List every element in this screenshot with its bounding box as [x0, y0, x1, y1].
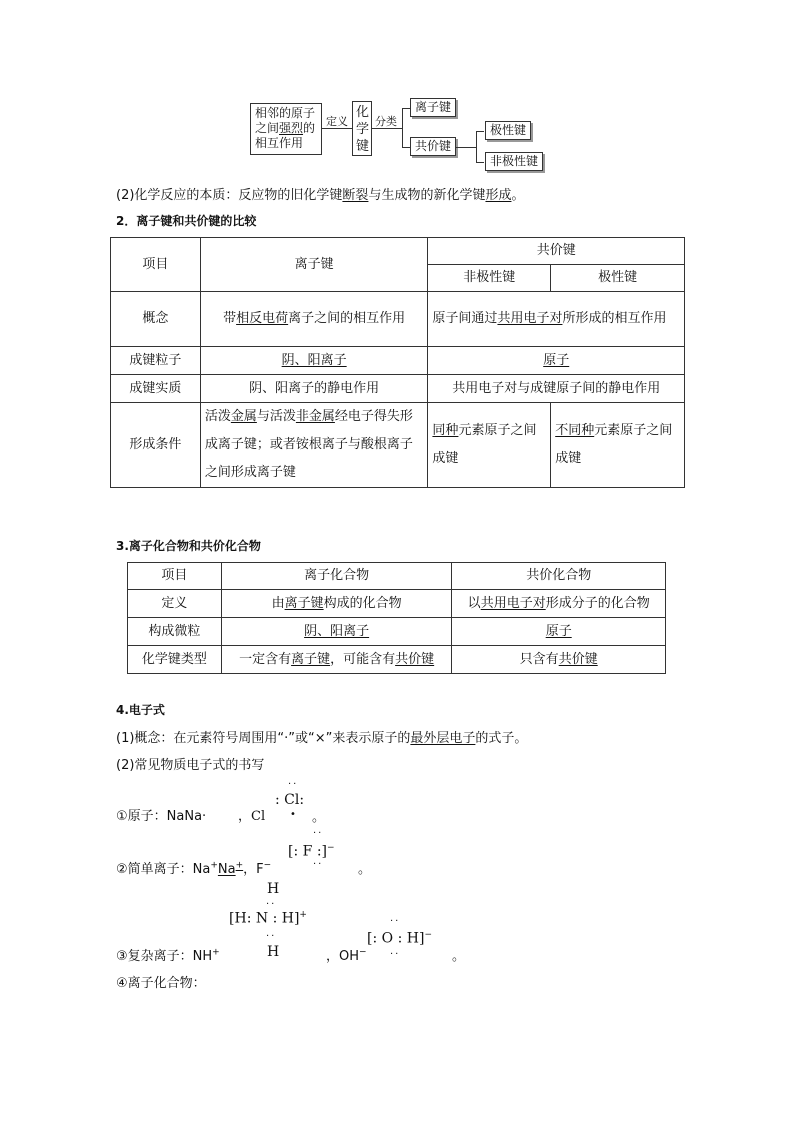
section2-title: 2．离子键和共价键的比较	[116, 214, 257, 228]
t-u: 共用电子对	[480, 595, 546, 611]
t: (1)概念：在元素符号周围用“·”或“×”来表示原子的	[116, 731, 411, 746]
t-u: 最外层电子	[410, 731, 476, 746]
row-particles-covalent	[428, 347, 685, 375]
row-condition-ionic	[200, 403, 428, 488]
row-essence-covalent: 共用电子对与成键原子间的静电作用	[428, 375, 685, 403]
cl-text: Cl	[284, 792, 300, 808]
essence-suffix: 。	[511, 188, 525, 203]
atom-end: 。	[312, 810, 326, 825]
nh4-dot-right: :	[272, 910, 278, 927]
row-condition-polar	[551, 403, 685, 488]
def-text-4: 相互作用	[255, 136, 304, 150]
row-concept-label: 概念	[111, 292, 201, 347]
header-item: 项目	[111, 238, 201, 292]
t: 原子间通过	[432, 311, 498, 326]
t: 与活泼	[256, 409, 296, 424]
complex-ion-label: ③复杂离子：NH	[116, 949, 213, 964]
electron-formula-concept	[116, 727, 527, 746]
cl-symbol	[275, 792, 304, 808]
branch-ionic	[402, 108, 410, 109]
c-row-def-covalent	[452, 590, 666, 618]
nh4-charge: +	[212, 947, 220, 958]
simple-ion-label: ②简单离子：Na	[116, 862, 211, 877]
t: 形成分子的化合物	[545, 595, 650, 611]
nh4-h-right: H	[281, 910, 294, 927]
compound-comparison-table	[127, 562, 666, 674]
section3-title: 3.离子化合物和共价化合物	[116, 539, 261, 553]
nh4-dots-bottom: ··	[266, 931, 277, 942]
branch-covalent	[402, 147, 410, 148]
c-row-particles-ionic	[221, 618, 452, 646]
t: 的式子。	[475, 731, 528, 746]
nh4-h-left: H	[234, 910, 247, 927]
header-ionic: 离子键	[200, 238, 428, 292]
t: ，可能含有	[330, 651, 396, 667]
c-row-particles-covalent	[452, 618, 666, 646]
header-nonpolar: 非极性键	[428, 265, 551, 292]
f-dots-top: ··	[313, 828, 324, 839]
nh4-h-top: H	[267, 881, 280, 897]
t: 元素原子之间成键	[432, 423, 537, 466]
atom-label: ①原子：NaNa·	[116, 809, 207, 824]
nh4-dots-top: ··	[266, 899, 277, 910]
c-header-item: 项目	[128, 563, 222, 590]
atom-line	[116, 805, 206, 824]
oh-o: O	[381, 930, 394, 947]
nh4-bracket-charge: +	[299, 910, 307, 920]
header-polar: 极性键	[551, 265, 685, 292]
c-row-bond-ionic	[221, 646, 452, 674]
common-formula-title: (2)常见物质电子式的书写	[116, 758, 265, 773]
c-row-def-ionic	[221, 590, 452, 618]
section4-title: 4.电子式	[116, 703, 165, 717]
def-text-1: 相邻的原子	[255, 106, 316, 120]
cov-branch-v	[476, 131, 477, 163]
covalent-label: 共价键	[414, 139, 451, 153]
polar-line	[476, 131, 484, 132]
t-u: 同种	[432, 423, 459, 438]
t: 由	[271, 595, 285, 611]
t-u: 共价键	[395, 651, 435, 667]
f-prefix: ，F	[243, 862, 264, 877]
cov-branch-h	[456, 147, 476, 148]
t: 元素原子之间成键	[555, 423, 673, 466]
t-u: 共价键	[558, 651, 598, 667]
oh-dot-right: :	[397, 930, 403, 947]
f-bracket-charge: −	[327, 843, 335, 853]
t: 以	[467, 595, 481, 611]
nonpolar-label: 非极性键	[489, 154, 538, 168]
oh-dot-left: :	[372, 930, 378, 947]
oh-bracket: [: O : H]−	[367, 930, 432, 947]
row-condition-nonpolar	[428, 403, 551, 488]
atom-cl-sep: ，Cl	[238, 809, 266, 824]
t-u: 不同种	[555, 423, 595, 438]
na-charge: +	[210, 860, 218, 871]
oh-bracket-charge: −	[424, 930, 432, 940]
def-underline: 强烈	[279, 121, 304, 135]
na-underlined: Na	[217, 862, 236, 877]
nonpolar-box	[485, 152, 543, 171]
classify-label: 分类	[375, 115, 397, 128]
row-particles-label: 成键粒子	[111, 347, 201, 375]
t: 经电子得失形成离子键；或者铵根离子与酸根离子之间形成离子键	[204, 409, 413, 480]
definition-box	[250, 103, 322, 155]
row-essence-label: 成键实质	[111, 375, 201, 403]
row-essence-ionic: 阴、阳离子的静电作用	[200, 375, 428, 403]
def-text-3: 的	[303, 121, 316, 135]
cl-dot-left: :	[275, 792, 280, 808]
t: 构成的化合物	[323, 595, 402, 611]
header-covalent: 共价键	[428, 238, 685, 265]
t: 活泼	[204, 409, 231, 424]
t-u: 相反电荷	[236, 311, 289, 326]
essence-u2: 形成	[485, 188, 512, 203]
row-particles-ionic	[200, 347, 428, 375]
t-u: 原子	[545, 623, 572, 639]
na-underlined-charge: +	[235, 860, 244, 871]
essence-u1: 断裂	[342, 188, 369, 203]
complex-ion-line	[116, 945, 220, 964]
t: 一定含有	[239, 651, 292, 667]
f-dot-right: :	[316, 843, 322, 860]
t-u: 原子	[543, 352, 570, 368]
cl-dots-bottom: •	[290, 809, 298, 820]
center-label: 化学键	[356, 105, 370, 154]
c-row-bond-label: 化学键类型	[128, 646, 222, 674]
ionic-label: 离子键	[414, 100, 451, 114]
f-charge: −	[263, 860, 272, 871]
t: 所形成的相互作用	[562, 311, 667, 326]
t-u: 离子键	[291, 651, 331, 667]
t-u: 离子键	[284, 595, 324, 611]
cl-dot-right: :	[299, 792, 305, 808]
oh-h: H	[406, 930, 419, 947]
f-dots-bottom: ··	[313, 859, 324, 870]
nh4-bracket: [H: N : H]+	[229, 910, 307, 927]
row-condition-label: 形成条件	[111, 403, 201, 488]
c-header-covalent: 共价化合物	[452, 563, 666, 590]
c-row-particles-label: 构成微粒	[128, 618, 222, 646]
oh-charge: −	[359, 947, 367, 958]
oh-dots-top: ··	[390, 916, 401, 927]
reaction-essence	[116, 184, 524, 203]
covalent-box	[410, 137, 456, 156]
center-box	[352, 101, 372, 156]
oh-prefix	[326, 945, 367, 964]
t-u: 共用电子对	[497, 311, 563, 326]
t: 离子之间的相互作用	[288, 311, 406, 326]
definition-label: 定义	[326, 115, 348, 128]
complex-ion-end: 。	[452, 949, 466, 964]
branch-vert	[402, 108, 403, 148]
f-bracket: [: F :]−	[288, 843, 335, 860]
essence-mid: 与生成物的新化学键	[368, 188, 486, 203]
simple-ion-line	[116, 858, 271, 877]
row-concept-covalent	[428, 292, 685, 347]
t-u: 非金属	[295, 409, 335, 424]
cl-dots-top: ··	[288, 779, 299, 790]
nh4-n: N	[255, 910, 269, 927]
t: 带	[223, 311, 237, 326]
c-row-bond-covalent	[452, 646, 666, 674]
nh4-dot-left: :	[246, 910, 252, 927]
essence-prefix: (2)化学反应的本质：反应物的旧化学键	[116, 188, 343, 203]
nonpolar-line	[476, 162, 484, 163]
bond-comparison-table	[110, 237, 685, 488]
c-header-ionic: 离子化合物	[221, 563, 452, 590]
t-u: 金属	[230, 409, 257, 424]
simple-ion-end: 。	[358, 862, 372, 877]
ionic-compound-label: ④离子化合物：	[116, 976, 206, 991]
f-dot-left: :	[293, 843, 299, 860]
oh-dots-bottom: ··	[390, 949, 401, 960]
polar-box	[485, 121, 531, 140]
f-text: F	[302, 843, 313, 860]
t-u: 阴、阳离子	[304, 623, 370, 639]
c-row-def-label: 定义	[128, 590, 222, 618]
ionic-box	[410, 98, 456, 117]
t-u: 阴、阳离子	[281, 352, 347, 368]
def-text-2: 之间	[255, 121, 280, 135]
nh4-h-bottom: H	[267, 944, 280, 960]
polar-label: 极性键	[489, 123, 526, 137]
t: 只含有	[519, 651, 559, 667]
oh-label: ，OH	[326, 949, 360, 964]
row-concept-ionic	[200, 292, 428, 347]
